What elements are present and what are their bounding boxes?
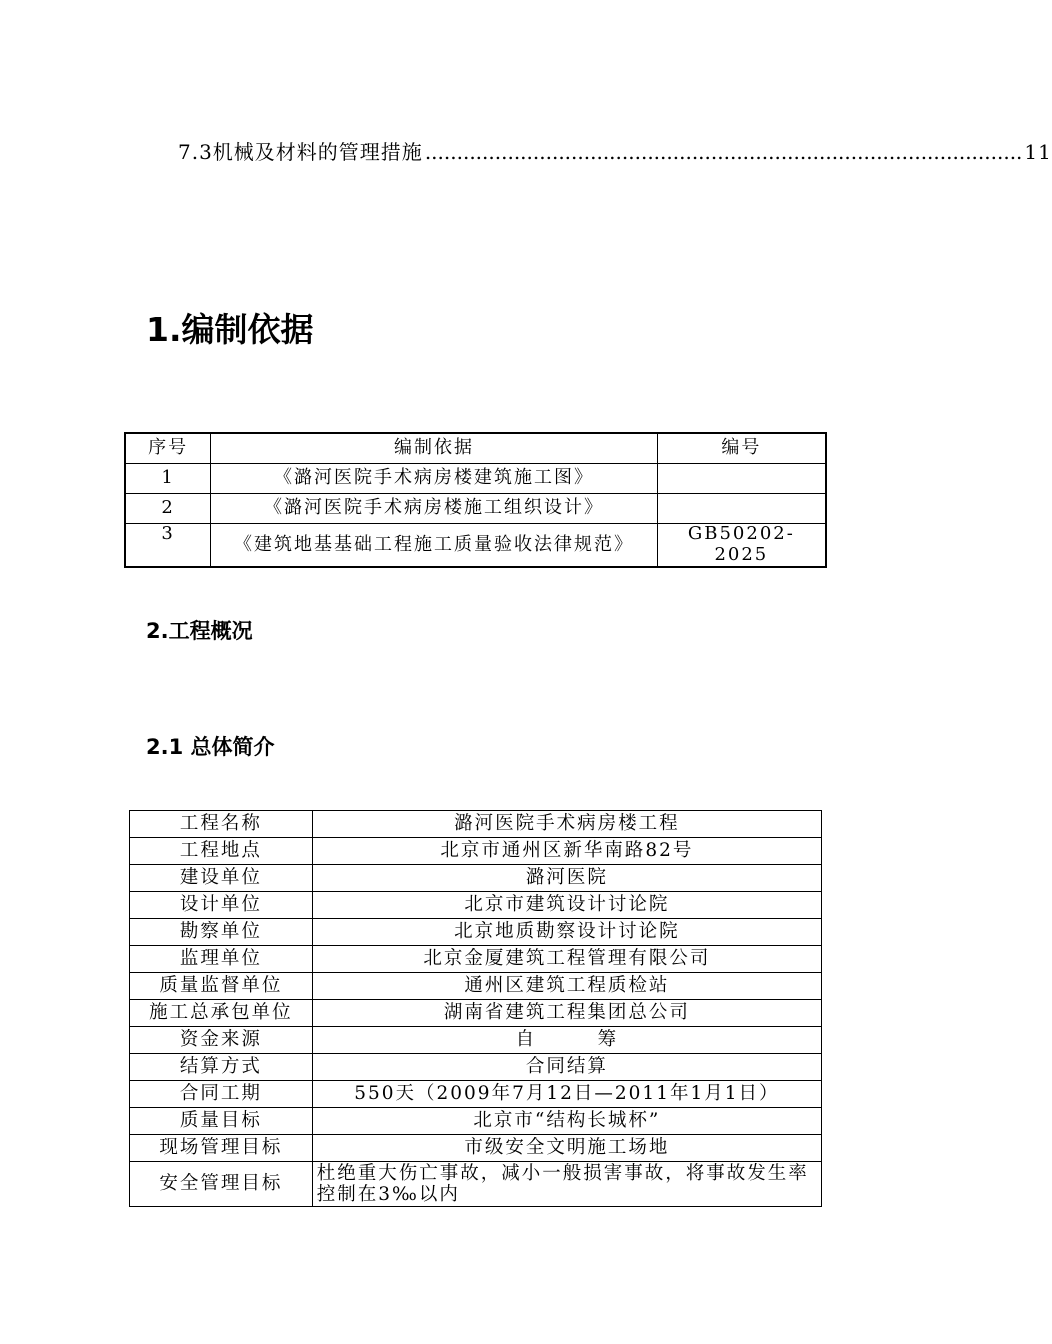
row-no: 3 — [125, 524, 211, 568]
row-basis: 《建筑地基基础工程施工质量验收法律规范》 — [211, 524, 657, 568]
overview-label: 质量监督单位 — [130, 973, 313, 1000]
row-code: GB50202-2025 — [657, 524, 826, 568]
header-cell-code: 编号 — [657, 433, 826, 464]
section-1-heading: 1.编制依据 — [146, 310, 314, 349]
overview-value: 杜绝重大伤亡事故，减小一般损害事故，将事故发生率控制在3‰以内 — [312, 1162, 821, 1207]
overview-label: 现场管理目标 — [130, 1135, 313, 1162]
overview-value: 自 筹 — [312, 1027, 821, 1054]
overview-label: 质量目标 — [130, 1108, 313, 1135]
section-2-heading: 2.工程概况 — [146, 619, 253, 643]
table-row — [130, 919, 822, 946]
overview-value: 通州区建筑工程质检站 — [312, 973, 821, 1000]
overview-label: 结算方式 — [130, 1054, 313, 1081]
overview-value: 北京金厦建筑工程管理有限公司 — [312, 946, 821, 973]
overview-value: 北京市“结构长城杯” — [312, 1108, 821, 1135]
overview-value: 北京地质勘察设计讨论院 — [312, 919, 821, 946]
table-row — [130, 1135, 822, 1162]
overview-label: 合同工期 — [130, 1081, 313, 1108]
overview-value: 潞河医院 — [312, 865, 821, 892]
row-basis: 《潞河医院手术病房楼施工组织设计》 — [211, 494, 657, 524]
table-header-row — [125, 433, 826, 464]
table-row — [130, 1027, 822, 1054]
toc-entry-page: 11 — [1024, 140, 1052, 164]
table-row — [130, 1108, 822, 1135]
row-code — [657, 494, 826, 524]
header-cell-basis: 编制依据 — [211, 433, 657, 464]
overview-value: 湖南省建筑工程集团总公司 — [312, 1000, 821, 1027]
table-row — [130, 865, 822, 892]
table-row — [130, 946, 822, 973]
table-row — [125, 524, 826, 568]
compilation-basis-table — [124, 432, 827, 568]
row-no: 1 — [125, 464, 211, 494]
project-overview-table — [129, 810, 822, 1207]
row-code — [657, 464, 826, 494]
overview-value: 北京市通州区新华南路82号 — [312, 838, 821, 865]
overview-label: 安全管理目标 — [130, 1162, 313, 1207]
toc-entry-text: 7.3机械及材料的管理措施 — [178, 140, 423, 164]
table-row — [130, 1054, 822, 1081]
toc-entry[interactable] — [178, 136, 1052, 166]
overview-label: 建设单位 — [130, 865, 313, 892]
row-no: 2 — [125, 494, 211, 524]
overview-value: 北京市建筑设计讨论院 — [312, 892, 821, 919]
table-row — [130, 1162, 822, 1207]
overview-label: 施工总承包单位 — [130, 1000, 313, 1027]
table-row — [130, 973, 822, 1000]
table-row — [130, 838, 822, 865]
toc-entry-leader: .............................................................................................. — [424, 140, 1023, 164]
overview-value: 市级安全文明施工场地 — [312, 1135, 821, 1162]
header-cell-no: 序号 — [125, 433, 211, 464]
table-row — [130, 1081, 822, 1108]
overview-value: 合同结算 — [312, 1054, 821, 1081]
overview-value: 潞河医院手术病房楼工程 — [312, 811, 821, 838]
overview-label: 资金来源 — [130, 1027, 313, 1054]
table-row — [125, 464, 826, 494]
overview-label: 工程名称 — [130, 811, 313, 838]
overview-label: 工程地点 — [130, 838, 313, 865]
overview-label: 监理单位 — [130, 946, 313, 973]
row-basis: 《潞河医院手术病房楼建筑施工图》 — [211, 464, 657, 494]
overview-value: 550天（2009年7月12日—2011年1月1日） — [312, 1081, 821, 1108]
overview-label: 设计单位 — [130, 892, 313, 919]
overview-label: 勘察单位 — [130, 919, 313, 946]
table-row — [130, 811, 822, 838]
table-row — [125, 494, 826, 524]
table-row — [130, 1000, 822, 1027]
section-2-1-heading: 2.1 总体简介 — [146, 735, 275, 759]
table-row — [130, 892, 822, 919]
